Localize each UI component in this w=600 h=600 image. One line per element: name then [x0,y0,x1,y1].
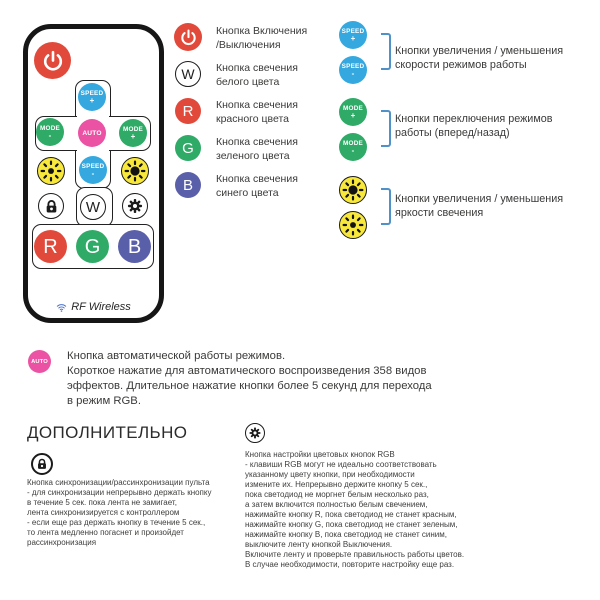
label-line: Кнопки увеличения / уменьшения [395,193,564,205]
button-label: R [182,102,194,120]
auto-description [67,349,432,409]
lock-icon [31,453,53,475]
button-label: AUTO [31,358,48,365]
speed-minus-button[interactable] [79,156,107,184]
speed-minus-icon [339,56,367,84]
button-label: MODE [40,125,60,132]
white-color-button[interactable] [80,194,106,220]
label-line: Кнопка свечения [216,62,298,74]
text-line: в течение 5 сек. пока лента не замигает, [27,498,177,507]
brightness-up-button[interactable] [37,157,65,185]
button-label: + [350,110,356,120]
settings-button[interactable] [122,193,148,219]
rgb-setup-description [245,450,464,570]
label-line: Кнопки увеличения / уменьшения [395,45,564,57]
text-line: лента синхронизируется с контроллером [27,508,180,517]
brightness-up-icon [339,176,367,204]
mode-minus-icon [339,133,367,161]
brand-row [28,301,159,313]
text-line: - клавиши RGB могут не идеально соответствовать [245,460,437,469]
button-label: - [48,130,52,140]
text-line: нажимайте кнопку G, пока светодиод не станет зеленым, [245,520,458,529]
text-line: выключите ленту кнопкой Выключения. [245,540,393,549]
text-line: в режим RGB. [67,395,141,407]
button-label: SPEED [341,63,365,70]
green-color-button[interactable] [76,230,109,263]
speed-plus-icon [339,21,367,49]
legend-label [216,136,298,163]
legend-label [395,44,563,72]
button-label: SPEED [341,28,365,35]
sync-description [27,478,211,548]
power-button[interactable] [34,42,71,79]
brightness-down-icon [339,211,367,239]
lock-icon [43,198,60,215]
button-label: AUTO [82,129,102,137]
button-label: - [351,145,355,155]
blue-color-icon [175,172,201,198]
auto-icon [28,350,51,373]
label-line: зеленого цвета [216,149,290,162]
label-line: Кнопка свечения [216,136,298,148]
text-line: Кнопка синхронизации/рассинхронизации пульта [27,478,210,487]
lock-button[interactable] [38,193,64,219]
button-label: G [84,235,101,258]
text-line: эффектов. Длительное нажатие кнопки более 5 секунд для перехода [67,380,432,392]
blue-color-button[interactable] [118,230,151,263]
button-label: - [351,68,355,78]
gear-icon [126,197,144,215]
group-bracket [381,188,391,225]
lock-icon [35,457,49,471]
text-line: - для синхронизации непрерывно держать кнопку [27,488,212,497]
legend-label [395,112,553,140]
button-label: W [85,198,101,216]
button-label: G [182,139,194,157]
text-line: пока светодиод не моргнет белым несколько раз, [245,490,429,499]
text-line: нажимайте кнопку R, пока светодиод не станет красным, [245,510,457,519]
gear-icon [245,423,265,443]
button-label: SPEED [81,163,105,170]
text-line: рассинхронизация [27,538,97,547]
mode-plus-icon [339,98,367,126]
button-label: + [89,95,95,105]
button-label: + [130,131,136,141]
sun-small-icon [40,160,62,182]
label-line: Кнопка свечения [216,173,298,185]
text-line: измените их. Непрерывно держите кнопку 5 сек., [245,480,428,489]
button-label: B [182,176,193,194]
text-line: а затем включится полностью белым свечением, [245,500,428,509]
text-line: Включите ленту и проверьте правильность работы цветов. [245,550,465,559]
button-label: W [181,66,195,82]
mode-minus-button[interactable] [36,118,64,146]
button-label: - [91,168,95,178]
sun-small-icon [342,214,364,236]
button-label: SPEED [80,90,104,97]
red-color-button[interactable] [34,230,67,263]
remote-control [23,24,164,323]
label-line: Кнопка Включения [216,25,308,37]
speed-plus-button[interactable] [78,83,106,111]
text-line: нажимайте кнопку B, пока светодиод не станет синим, [245,530,447,539]
power-icon [174,23,202,51]
green-color-icon [175,135,201,161]
button-label: MODE [343,105,363,112]
auto-button[interactable] [78,119,106,147]
group-bracket [381,33,391,70]
gear-icon [248,426,262,440]
section-heading: ДОПОЛНИТЕЛЬНО [27,423,188,442]
button-label: B [127,235,142,258]
button-label: MODE [123,126,143,133]
label-line: белого цвета [216,75,280,88]
mode-plus-button[interactable] [119,119,147,147]
text-line: Кнопка настройки цветовых кнопок RGB [245,450,395,459]
text-line: то лента медленно погаснет и произойдет [27,528,184,537]
label-line: работы (вперед/назад) [395,127,510,139]
text-line: указанному цвету кнопки, при необходимости [245,470,415,479]
red-color-icon [175,98,201,124]
legend-label [216,99,298,126]
text-line: - если еще раз держать кнопку в течение 5 сек., [27,518,206,527]
label-line: /Выключения [216,38,281,51]
white-color-icon [175,61,201,87]
text-line: Кнопка автоматической работы режимов. [67,350,286,362]
legend-label [216,62,298,89]
power-icon [41,49,65,73]
legend-label [216,173,298,200]
legend-label [395,192,563,220]
sun-large-icon [342,179,364,201]
text-line: В случае необходимости, повторите настройку еще раз. [245,560,455,569]
wifi-icon [56,302,67,313]
label-line: Кнопки переключения режимов [395,113,553,125]
legend-label [216,25,307,52]
label-line: Кнопка свечения [216,99,298,111]
button-label: + [350,33,356,43]
label-line: красного цвета [216,112,290,125]
label-line: синего цвета [216,186,279,199]
brand-label: RF Wireless [71,301,131,313]
group-bracket [381,110,391,147]
button-label: MODE [343,140,363,147]
label-line: скорости режимов работы [395,59,527,71]
label-line: яркости свечения [395,207,484,219]
brightness-down-button[interactable] [121,157,149,185]
button-label: R [43,235,58,258]
power-icon [179,28,198,47]
text-line: Короткое нажатие для автоматического воспроизведения 358 видов [67,365,427,377]
sun-large-icon [124,160,146,182]
